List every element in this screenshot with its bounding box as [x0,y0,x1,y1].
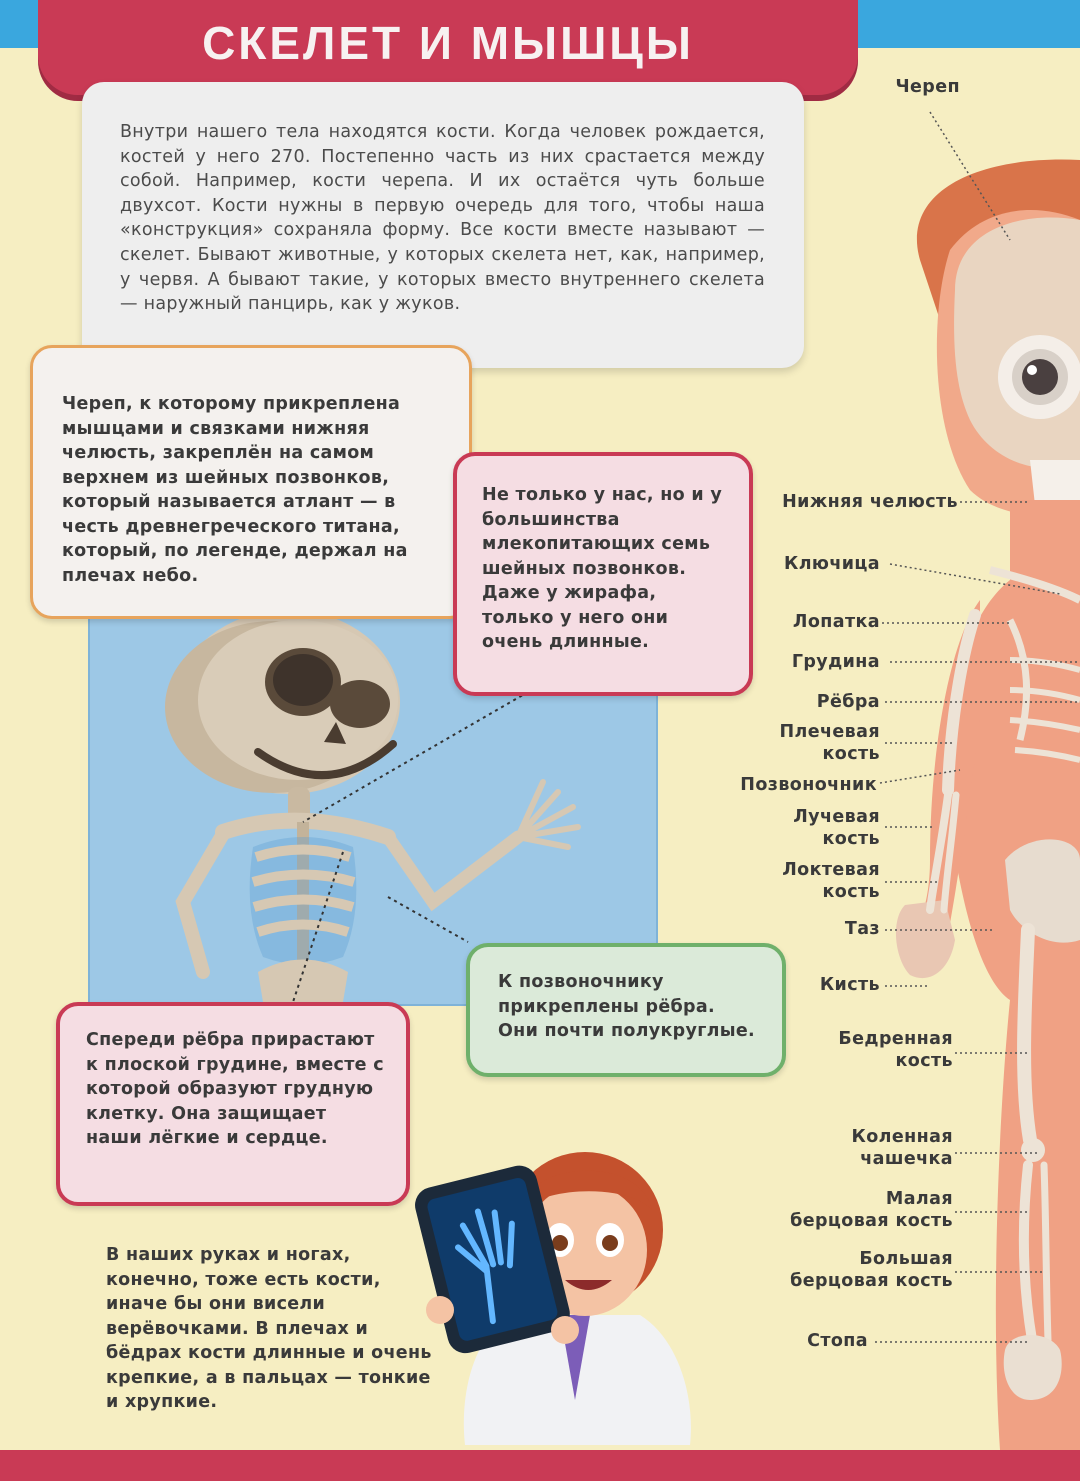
skull-eye-socket [330,680,390,728]
label-ulna-line1: Локтевая [782,860,880,880]
label-pelvis: Таз [844,919,880,939]
ribs-note-text: Спереди рёбра прирастают к плоской грудине, вместе с которой образуют грудную клетку. Она защищает наши лёгкие и сердце. [86,1030,384,1148]
boy-doctor-xray-illustration [400,1100,730,1445]
intro-paragraph: Внутри нашего тела находятся кости. Когда человек рождается, костей у него 270. Постепенно часть из них срастается между собой. Например, кости черепа. И их остаётся чуть больше двухсот. Кости нужны в первую очередь для того, чтобы наша «конструкция» сохраняла форму. Все кости вместе называют — скелет. Бывают животные, у которых скелета нет, как, например, у червя. А бывают такие, у которых вместо внутреннего скелета — наружный панцирь, как у жуков. [120,122,765,315]
label-radius-line1: Лучевая [793,807,880,827]
bottom-color-band [0,1450,1080,1481]
arms-note-text: В наших руках и ногах, конечно, тоже есть кости, иначе бы они висели верёвочками. В плечах и бёдрах кости длинные и очень крепкие, а в пальцах — тонкие и хрупкие. [106,1245,432,1412]
label-ulna-line2: кость [822,882,880,902]
label-sternum: Грудина [791,652,880,672]
label-tibia-line1: Большая [859,1249,953,1269]
label-foot: Стопа [807,1331,868,1351]
label-skull: Череп [895,77,960,97]
label-scapula: Лопатка [792,612,880,632]
label-humerus-line2: кость [822,744,880,764]
label-fibula [760,1188,953,1232]
label-hand: Кисть [819,975,880,995]
label-femur-line2: кость [895,1051,953,1071]
label-fibula-line2: берцовая кость [790,1211,953,1231]
spine-note-text: К позвоночнику прикреплены рёбра. Они почти полукруглые. [498,972,756,1041]
label-radius [740,806,880,850]
label-humerus [740,721,880,765]
label-fibula-line1: Малая [885,1189,953,1209]
label-ribs: Рёбра [816,692,880,712]
label-femur-line1: Бедренная [838,1029,953,1049]
label-tibia-line2: берцовая кость [790,1271,953,1291]
giraffe-note-text: Не только у нас, но и у большинства млекопитающих семь шейных позвонков. Даже у жирафа, только у него они очень длинные. [482,485,723,652]
label-femur [780,1028,953,1072]
label-radius-line2: кость [822,829,880,849]
label-kneecap-line1: Коленная [851,1127,953,1147]
label-kneecap [780,1126,953,1170]
page-title: СКЕЛЕТ И МЫШЦЫ [202,17,694,69]
label-lower-jaw: Нижняя челюсть [782,492,958,512]
label-kneecap-line2: чашечка [860,1149,953,1169]
label-humerus-line1: Плечевая [779,722,880,742]
label-clavicle: Ключица [784,554,880,574]
label-tibia [760,1248,953,1292]
label-ulna [740,859,880,903]
label-spine: Позвоночник [740,775,877,795]
skull-note-text: Череп, к которому прикреплена мышцами и связками нижняя челюсть, закреплён на самом верхнем из шейных позвонков, который называется атлант — в честь древнегреческого титана, который, по легенде, держал на плечах небо. [62,394,408,586]
